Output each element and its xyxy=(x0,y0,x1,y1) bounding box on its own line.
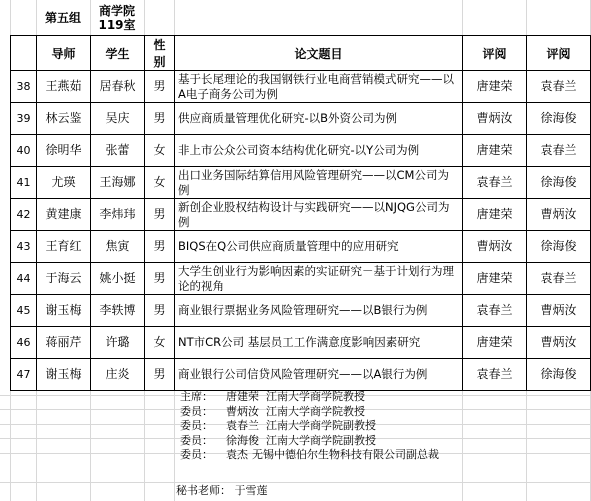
advisor-cell: 黄建康 xyxy=(37,199,91,231)
committee-member xyxy=(180,448,460,463)
advisor-cell: 蒋丽芹 xyxy=(37,327,91,359)
committee-role: 委员： xyxy=(180,448,213,461)
student-cell: 居春秋 xyxy=(91,71,145,103)
student-cell: 许璐 xyxy=(91,327,145,359)
student-cell: 吴庆 xyxy=(91,103,145,135)
committee-member xyxy=(180,419,460,434)
committee-desc: 江南大学商学院教授 xyxy=(266,390,365,403)
gender-cell: 男 xyxy=(145,71,175,103)
thesis-table xyxy=(10,35,591,391)
advisor-cell: 林云鉴 xyxy=(37,103,91,135)
advisor-cell: 王育红 xyxy=(37,231,91,263)
reviewer-1-cell: 袁春兰 xyxy=(463,359,527,391)
table-row xyxy=(11,327,591,359)
committee-member xyxy=(180,434,460,449)
reviewer-2-cell: 袁春兰 xyxy=(527,71,591,103)
row-number: 41 xyxy=(11,167,37,199)
reviewer-2-cell: 徐海俊 xyxy=(527,167,591,199)
table-row xyxy=(11,199,591,231)
table-row xyxy=(11,167,591,199)
row-number: 38 xyxy=(11,71,37,103)
title-cell: BIQS在Q公司供应商质量管理中的应用研究 xyxy=(175,231,463,263)
student-cell: 姚小挺 xyxy=(91,263,145,295)
advisor-cell: 谢玉梅 xyxy=(37,295,91,327)
gridline xyxy=(0,482,591,483)
reviewer-2-cell: 徐海俊 xyxy=(527,359,591,391)
secretary-line: 秘书老师： 于雪莲 xyxy=(176,484,268,497)
gender-cell: 男 xyxy=(145,295,175,327)
group-room: 商学院 119室 xyxy=(98,3,136,32)
row-number: 43 xyxy=(11,231,37,263)
group-name: 第五组 xyxy=(44,10,81,25)
committee-name: 曹炳汝 xyxy=(226,404,259,418)
committee-name: 袁春兰 xyxy=(226,419,259,432)
reviewer-2-cell: 曹炳汝 xyxy=(527,199,591,231)
reviewer-2-cell: 曹炳汝 xyxy=(527,327,591,359)
header-title: 论文题目 xyxy=(175,36,463,71)
header-student: 学生 xyxy=(91,36,145,71)
header-reviewer-1: 评阅 xyxy=(463,36,527,71)
reviewer-2-cell: 袁春兰 xyxy=(527,135,591,167)
table-row xyxy=(11,263,591,295)
title-cell: NT市CR公司 基层员工工作满意度影响因素研究 xyxy=(175,327,463,359)
row-number: 47 xyxy=(11,359,37,391)
title-cell: 商业银行公司信贷风险管理研究——以A银行为例 xyxy=(175,359,463,391)
gender-cell: 男 xyxy=(145,103,175,135)
reviewer-2-cell: 曹炳汝 xyxy=(527,295,591,327)
advisor-cell: 尤瑛 xyxy=(37,167,91,199)
gender-cell: 男 xyxy=(145,263,175,295)
gender-cell: 男 xyxy=(145,359,175,391)
reviewer-1-cell: 唐建荣 xyxy=(463,135,527,167)
reviewer-1-cell: 曹炳汝 xyxy=(463,231,527,263)
title-cell: 供应商质量管理优化研究-以B外资公司为例 xyxy=(175,103,463,135)
reviewer-1-cell: 唐建荣 xyxy=(463,327,527,359)
student-cell: 庄炎 xyxy=(91,359,145,391)
reviewer-2-cell: 袁春兰 xyxy=(527,263,591,295)
committee-desc: 无锡中德伯尔生物科技有限公司副总裁 xyxy=(252,448,439,461)
table-row xyxy=(11,103,591,135)
committee-name: 袁杰 xyxy=(226,448,248,461)
committee-list xyxy=(176,390,460,497)
reviewer-2-cell: 徐海俊 xyxy=(527,103,591,135)
row-number: 39 xyxy=(11,103,37,135)
student-cell: 焦寅 xyxy=(91,231,145,263)
student-cell: 王海娜 xyxy=(91,167,145,199)
committee-member xyxy=(180,405,460,420)
reviewer-2-cell: 徐海俊 xyxy=(527,231,591,263)
advisor-cell: 王燕茹 xyxy=(37,71,91,103)
committee-role: 委员： xyxy=(180,419,213,432)
row-number: 45 xyxy=(11,295,37,327)
reviewer-1-cell: 曹炳汝 xyxy=(463,103,527,135)
title-cell: 出口业务国际结算信用风险管理研究——以CM公司为例 xyxy=(175,167,463,199)
reviewer-1-cell: 袁春兰 xyxy=(463,167,527,199)
row-number: 46 xyxy=(11,327,37,359)
table-header-row xyxy=(11,36,591,71)
committee-name: 唐建荣 xyxy=(226,390,259,403)
table-row xyxy=(11,359,591,391)
committee-name: 徐海俊 xyxy=(226,433,259,447)
advisor-cell: 徐明华 xyxy=(37,135,91,167)
committee-role: 委员： xyxy=(180,433,213,447)
title-cell: 非上市公众公司资本结构优化研究-以Y公司为例 xyxy=(175,135,463,167)
header-reviewer-2: 评阅 xyxy=(527,36,591,71)
table-row xyxy=(11,135,591,167)
committee-role: 主席： xyxy=(180,390,213,403)
committee-desc: 江南大学商学院副教授 xyxy=(266,433,376,447)
title-cell: 新创企业股权结构设计与实践研究——以NJQG公司为例 xyxy=(175,199,463,231)
student-cell: 张蕾 xyxy=(91,135,145,167)
gender-cell: 女 xyxy=(145,135,175,167)
advisor-cell: 于海云 xyxy=(37,263,91,295)
header-advisor: 导师 xyxy=(37,36,91,71)
committee-desc: 江南大学商学院教授 xyxy=(266,404,365,418)
row-number: 44 xyxy=(11,263,37,295)
reviewer-1-cell: 袁春兰 xyxy=(463,295,527,327)
row-number: 40 xyxy=(11,135,37,167)
gender-cell: 男 xyxy=(145,199,175,231)
advisor-cell: 谢玉梅 xyxy=(37,359,91,391)
committee-member xyxy=(180,390,460,405)
reviewer-1-cell: 唐建荣 xyxy=(463,263,527,295)
header-gender: 性别 xyxy=(145,36,175,71)
reviewer-1-cell: 唐建荣 xyxy=(463,71,527,103)
reviewer-1-cell: 唐建荣 xyxy=(463,199,527,231)
committee-role: 委员： xyxy=(180,404,213,418)
gender-cell: 女 xyxy=(145,167,175,199)
title-cell: 商业银行票据业务风险管理研究——以B银行为例 xyxy=(175,295,463,327)
title-cell: 基于长尾理论的我国钢铁行业电商营销模式研究——以A电子商务公司为例 xyxy=(175,71,463,103)
gender-cell: 女 xyxy=(145,327,175,359)
title-cell: 大学生创业行为影响因素的实证研究－基于计划行为理论的视角 xyxy=(175,263,463,295)
table-row xyxy=(11,295,591,327)
gender-cell: 男 xyxy=(145,231,175,263)
student-cell: 李炜玮 xyxy=(91,199,145,231)
table-row xyxy=(11,231,591,263)
header-number xyxy=(11,36,37,71)
student-cell: 李轶博 xyxy=(91,295,145,327)
table-row xyxy=(11,71,591,103)
committee-desc: 江南大学商学院副教授 xyxy=(266,419,376,432)
row-number: 42 xyxy=(11,199,37,231)
